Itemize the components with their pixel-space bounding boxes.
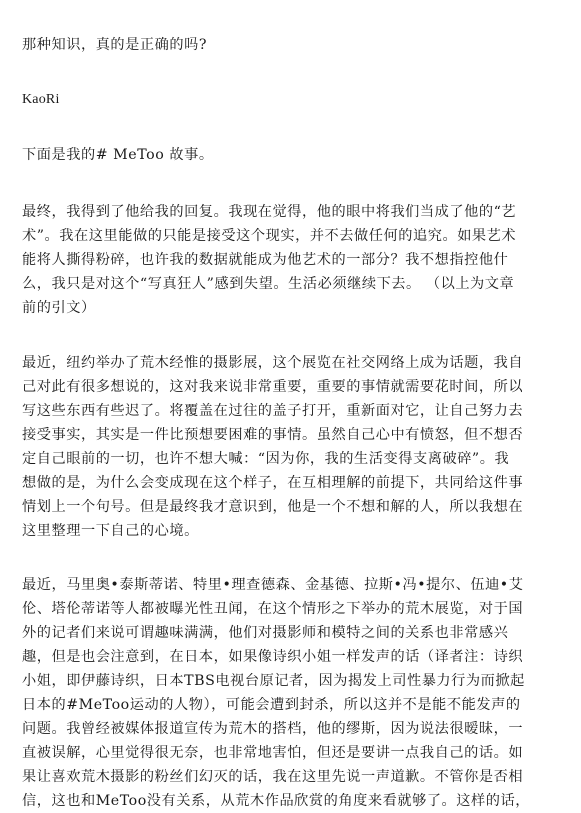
paragraph-line: 伦、塔伦蒂诺等人都被曝光性丑闻，在这个情形之下举办的荒木展览，对于国 (22, 601, 524, 617)
paragraph-line: 问题。我曾经被媒体报道宣传为荒木的搭档，他的缪斯，因为说法很暧昧，一 (22, 721, 524, 737)
paragraph-line: 接受事实，其实是一件比预想要困难的事情。虽然自己心中有愤怒，但不想否 (22, 427, 524, 443)
paragraph-line: 趣，但是也会注意到，在日本，如果像诗织小姐一样发声的话（译者注：诗织 (22, 649, 524, 665)
author-name: KaoRi (22, 92, 60, 107)
paragraph-line: 么，我只是对这个“写真狂人”感到失望。生活必须继续下去。 （以上为文章 (22, 276, 515, 292)
paragraph-line: 情划上一个句号。但是最终我才意识到，他是一个不想和解的人，所以我想在 (22, 499, 524, 515)
paragraph-line: 最近，马里奥•泰斯蒂诺、特里•理查德森、金基德、拉斯•冯•提尔、伍迪•艾 (22, 577, 524, 593)
paragraph-line: 最终，我得到了他给我的回复。我现在觉得，他的眼中将我们当成了他的“艺 (22, 204, 517, 220)
paragraph-line: 信，这也和MeToo没有关系，从荒木作品欣赏的角度来看就够了。这样的话， (22, 793, 530, 809)
paragraph-line: 能将人撕得粉碎，也许我的数据就能成为他艺术的一部分？我不想指控他什 (22, 252, 509, 268)
paragraph-line: 果让喜欢荒木摄影的粉丝们幻灭的话，我在这里先说一声道歉。不管你是否相 (22, 769, 524, 785)
paragraph-line: 这里整理一下自己的心境。 (22, 523, 199, 539)
paragraph-line: 最近，纽约举办了荒木经惟的摄影展，这个展览在社交网络上成为话题，我自 (22, 355, 524, 371)
paragraph-line: 直被误解，心里觉得很无奈，也非常地害怕，但还是要讲一点我自己的话。如 (22, 745, 524, 761)
paragraph-line: 外的记者们来说可谓趣味满满，他们对摄影师和模特之间的关系也非常感兴 (22, 625, 509, 641)
paragraph-line: 日本的#MeToo运动的人物），可能会遭到封杀，所以这并不是能不能发声的 (22, 697, 521, 713)
paragraph-line: 写这些东西有些迟了。将覆盖在过往的盖子打开，重新面对它，让自己努力去 (22, 403, 524, 419)
paragraph-line: 术”。我在这里能做的只能是接受这个现实，并不去做任何的追究。如果艺术 (22, 228, 517, 244)
question-line: 那种知识，真的是正确的吗? (22, 37, 208, 53)
paragraph-line: 小姐，即伊藤诗织，日本TBS电视台原记者，因为揭发上司性暴力行为而掀起 (22, 673, 525, 689)
paragraph-line: 定自己眼前的一切，也许不想大喊：“因为你，我的生活变得支离破碎”。我 (22, 451, 510, 467)
paragraph-line: 己对此有很多想说的，这对我来说非常重要，重要的事情就需要花时间，所以 (22, 379, 524, 395)
paragraph-line: 想做的是，为什么会变成现在这个样子，在互相理解的前提下，共同给这件事 (22, 475, 524, 491)
intro-line: 下面是我的# MeToo 故事。 (22, 147, 214, 163)
paragraph-line: 前的引文） (22, 300, 96, 316)
